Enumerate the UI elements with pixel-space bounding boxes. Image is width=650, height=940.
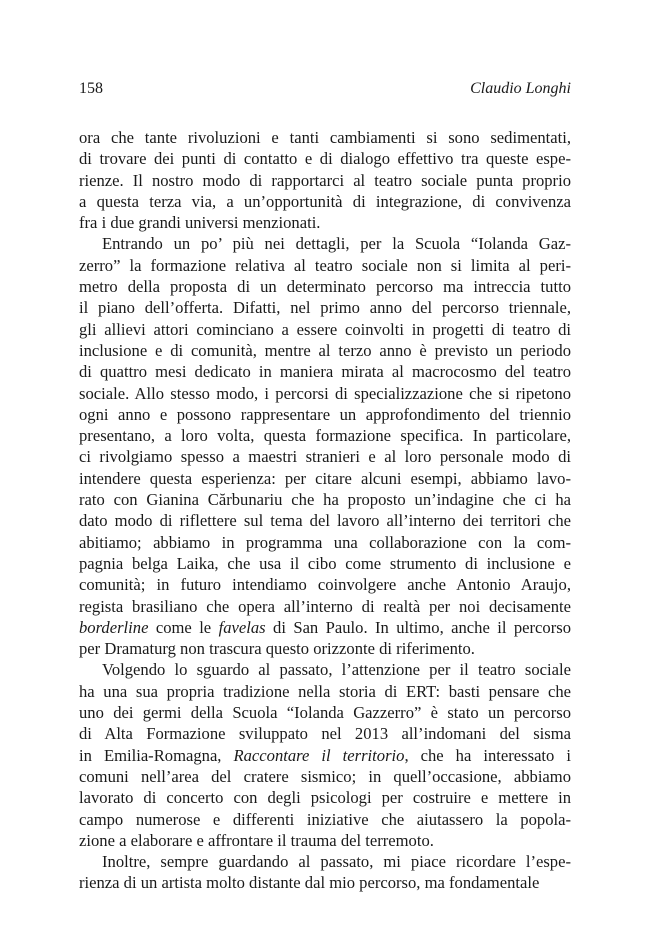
text-line: ogni anno e possono rappresentare un approfondimento del triennio [79,404,571,424]
text-line: intendere questa esperienza: per citare alcuni esempi, abbiamo lavo- [79,468,571,488]
running-head-author: Claudio Longhi [470,80,571,97]
text-line: rienza di un artista molto distante dal mio percorso, ma fondamentale [79,873,540,893]
text-line: inclusione e di comunità, mentre al terzo anno è previsto un periodo [79,340,571,360]
text-line: presentano, a loro volta, questa formazione specifica. In particolare, [79,426,571,446]
text-fragment: come le [148,617,219,637]
text-line: sociale. Allo stesso modo, i percorsi di specializzazione che si ripetono [79,383,571,403]
text-line: di trovare dei punti di contatto e di dialogo effettivo tra queste espe- [79,149,571,169]
text-line: comuni nell’area del cratere sismico; in quell’occasione, abbiamo [79,766,571,786]
text-line: regista brasiliano che opera all’interno di realtà per noi decisamente [79,596,571,616]
text-line: dato modo di riflettere sul tema del lavoro all’interno dei territori che [79,511,571,531]
text-line: zerro” la formazione relativa al teatro sociale non si limita al peri- [79,255,571,275]
text-line: rato con Gianina Cărbunariu che ha proposto un’indagine che ci ha [79,490,571,510]
text-line: per Dramaturg non trascura questo orizzonte di riferimento. [79,639,475,659]
text-line [79,617,571,638]
text-line: zione a elaborare e affrontare il trauma del terremoto. [79,830,434,850]
text-line: lavorato di concerto con degli psicologi per costruire e mettere in [79,788,571,808]
text-line: uno dei germi della Scuola “Iolanda Gazzerro” è stato un percorso [79,703,571,723]
body-text [79,127,571,894]
text-line: ci rivolgiamo spesso a maestri stranieri e al loro personale modo di [79,447,571,467]
text-line: campo numerose e differenti iniziative che aiutassero la popola- [79,809,571,829]
text-line: a questa terza via, a un’opportunità di integrazione, di convivenza [79,191,571,211]
text-line: pagnia belga Laika, che usa il cibo come strumento di inclusione e [79,553,571,573]
paragraph [79,659,571,851]
paragraph [79,851,571,894]
text-line [79,745,571,766]
paragraph [79,127,571,233]
text-line: il piano dell’offerta. Difatti, nel primo anno del percorso triennale, [79,298,571,318]
text-line: ha una sua propria tradizione nella storia di ERT: basti pensare che [79,681,571,701]
text-line: rienze. Il nostro modo di rapportarci al teatro sociale punta proprio [79,170,571,190]
text-line: abitiamo; abbiamo in programma una collaborazione con la com- [79,532,571,552]
italic-text: Raccontare il territorio [233,745,405,765]
text-fragment: , che ha interessato i [404,745,571,765]
text-line: metro della proposta di un determinato percorso ma intreccia tutto [79,277,571,297]
text-line: di Alta Formazione sviluppato nel 2013 all’indomani del sisma [79,724,571,744]
paragraph [79,233,571,659]
text-line: ora che tante rivoluzioni e tanti cambiamenti si sono sedimentati, [79,128,571,147]
text-fragment: di San Paulo. In ultimo, anche il percorso [265,617,571,637]
text-line: Entrando un po’ più nei dettagli, per la Scuola “Iolanda Gaz- [102,234,571,254]
italic-text: borderline [79,617,149,637]
text-fragment: in Emilia-Romagna, [79,745,234,765]
page-number: 158 [79,80,103,97]
italic-text: favelas [218,617,266,637]
text-line: fra i due grandi universi menzionati. [79,213,321,233]
text-line: comunità; in futuro intendiamo coinvolgere anche Antonio Araujo, [79,575,571,595]
text-line: Inoltre, sempre guardando al passato, mi piace ricordare l’espe- [102,852,571,872]
text-line: Volgendo lo sguardo al passato, l’attenzione per il teatro sociale [102,660,571,680]
text-line: di quattro mesi dedicato in maniera mirata al macrocosmo del teatro [79,362,571,382]
text-line: gli allievi attori cominciano a essere coinvolti in progetti di teatro di [79,319,571,339]
